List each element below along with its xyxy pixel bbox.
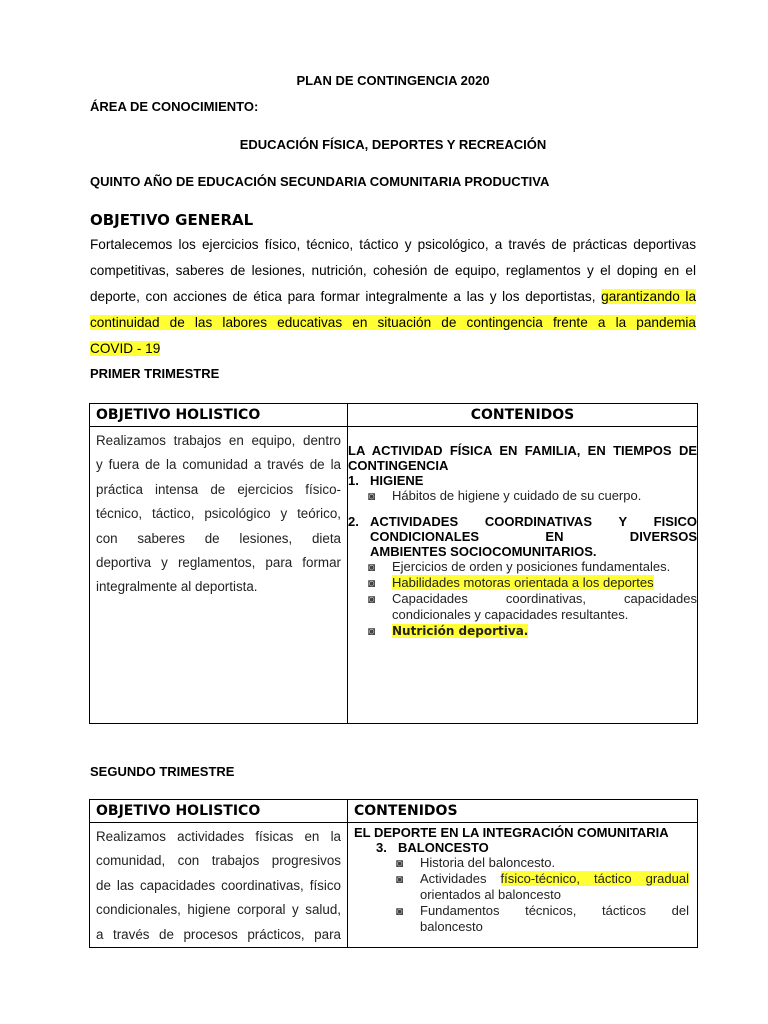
area-label: ÁREA DE CONOCIMIENTO: bbox=[90, 99, 259, 114]
term2-holistic-cell bbox=[90, 823, 348, 948]
objective-line bbox=[90, 336, 696, 362]
text-line: comunidad, con trabajos progresivos bbox=[96, 853, 341, 869]
term1-col2-header: CONTENIDOS bbox=[348, 404, 698, 427]
term1-table bbox=[89, 403, 698, 724]
term1-section-heading: LA ACTIVIDAD FÍSICA EN FAMILIA, EN TIEMPOS DE CONTINGENCIA bbox=[348, 443, 697, 473]
document-title: PLAN DE CONTINGENCIA 2020 bbox=[296, 73, 490, 88]
term2-col2-header: CONTENIDOS bbox=[348, 800, 698, 823]
ringed-bullet-icon: ◙ bbox=[368, 624, 376, 638]
text-line: Realizamos actividades físicas en la bbox=[96, 829, 341, 844]
ringed-bullet-icon: ◙ bbox=[396, 856, 404, 870]
list-item: ◙ Fundamentos técnicos, tácticos del baloncesto bbox=[396, 903, 689, 934]
term1-item-2: 2. ACTIVIDADES COORDINATIVAS Y FISICO CONDICIONALES EN DIVERSOS AMBIENTES SOCIOCOMUNITARIOS. bbox=[348, 514, 697, 559]
term1-label: PRIMER TRIMESTRE bbox=[90, 366, 220, 381]
list-item: ◙ Ejercicios de orden y posiciones fundamentales. bbox=[368, 559, 671, 574]
term2-contents-cell bbox=[348, 823, 698, 948]
ringed-bullet-icon: ◙ bbox=[396, 872, 404, 886]
ringed-bullet-icon: ◙ bbox=[368, 489, 376, 503]
objective-paragraph bbox=[90, 232, 696, 362]
ringed-bullet-icon: ◙ bbox=[368, 560, 376, 574]
text-line: integralmente al deportista. bbox=[96, 579, 258, 595]
highlighted-text: físico-técnico, táctico gradual bbox=[500, 871, 689, 886]
list-item bbox=[368, 623, 697, 639]
objective-line-text: deporte, con acciones de ética para formar integralmente a las y los deportistas, bbox=[90, 289, 596, 304]
term2-col1-header: OBJETIVO HOLISTICO bbox=[90, 800, 348, 823]
term2-label: SEGUNDO TRIMESTRE bbox=[90, 764, 235, 779]
list-item: ◙ Actividades físico-técnico, táctico gradual orientados al baloncesto bbox=[396, 871, 689, 902]
term2-table bbox=[89, 799, 698, 948]
objective-line: Fortalecemos los ejercicios físico, técnico, táctico y psicológico, a través de prácticas deportivas bbox=[90, 237, 696, 252]
highlighted-text: continuidad de las labores educativas en situación de contingencia frente a la pandemia bbox=[90, 315, 696, 330]
objective-line bbox=[90, 284, 696, 310]
text-line: a través de procesos prácticos, para bbox=[96, 926, 341, 942]
highlighted-text: COVID - 19 bbox=[90, 341, 161, 356]
text-line: práctica intensa de ejercicios físico- bbox=[96, 481, 341, 497]
list-item: ◙ Historia del baloncesto. bbox=[396, 855, 556, 870]
subject-title: EDUCACIÓN FÍSICA, DEPORTES Y RECREACIÓN bbox=[239, 137, 547, 152]
text-line: Realizamos trabajos en equipo, dentro bbox=[96, 433, 341, 448]
list-item bbox=[368, 575, 697, 591]
ringed-bullet-icon: ◙ bbox=[368, 576, 376, 590]
term1-holistic-text bbox=[90, 427, 347, 600]
text-line: con saberes de lesiones, dieta bbox=[96, 530, 341, 546]
term1-holistic-cell bbox=[90, 427, 348, 724]
text-line: y fuera de la comunidad a través de la bbox=[96, 457, 341, 473]
term1-contents-cell bbox=[348, 427, 698, 724]
highlighted-text: Habilidades motoras orientada a los deportes bbox=[392, 575, 654, 590]
text-line: de las capacidades coordinativas, físico bbox=[96, 877, 341, 893]
term1-item-1: 1. HIGIENE bbox=[348, 473, 424, 488]
text-line: técnico, táctico, psicológico y teórico, bbox=[96, 506, 341, 522]
text-line: deportiva y reglamentos, para formar bbox=[96, 555, 341, 571]
text-line: condicionales, higiene corporal y salud, bbox=[96, 902, 341, 918]
list-item: ◙ Capacidades coordinativas, capacidades condicionales y capacidades resultantes. bbox=[368, 591, 697, 622]
objective-line: competitivas, saberes de lesiones, nutrición, cohesión de equipo, reglamentos y el doping en el bbox=[90, 263, 696, 278]
ringed-bullet-icon: ◙ bbox=[396, 904, 404, 918]
term2-section-heading: EL DEPORTE EN LA INTEGRACIÓN COMUNITARIA bbox=[354, 825, 669, 840]
list-item: ◙ Hábitos de higiene y cuidado de su cuerpo. bbox=[368, 488, 642, 503]
highlighted-text: Nutrición deportiva. bbox=[392, 624, 529, 638]
grade-title: QUINTO AÑO DE EDUCACIÓN SECUNDARIA COMUNITARIA PRODUCTIVA bbox=[90, 174, 550, 189]
term2-item-3: 3. BALONCESTO bbox=[376, 840, 489, 855]
objective-line bbox=[90, 310, 696, 336]
term1-col1-header: OBJETIVO HOLISTICO bbox=[90, 404, 348, 427]
highlighted-text: garantizando la bbox=[601, 289, 697, 304]
term2-holistic-text bbox=[90, 823, 347, 947]
ringed-bullet-icon: ◙ bbox=[368, 592, 376, 606]
objective-heading: OBJETIVO GENERAL bbox=[90, 211, 254, 229]
